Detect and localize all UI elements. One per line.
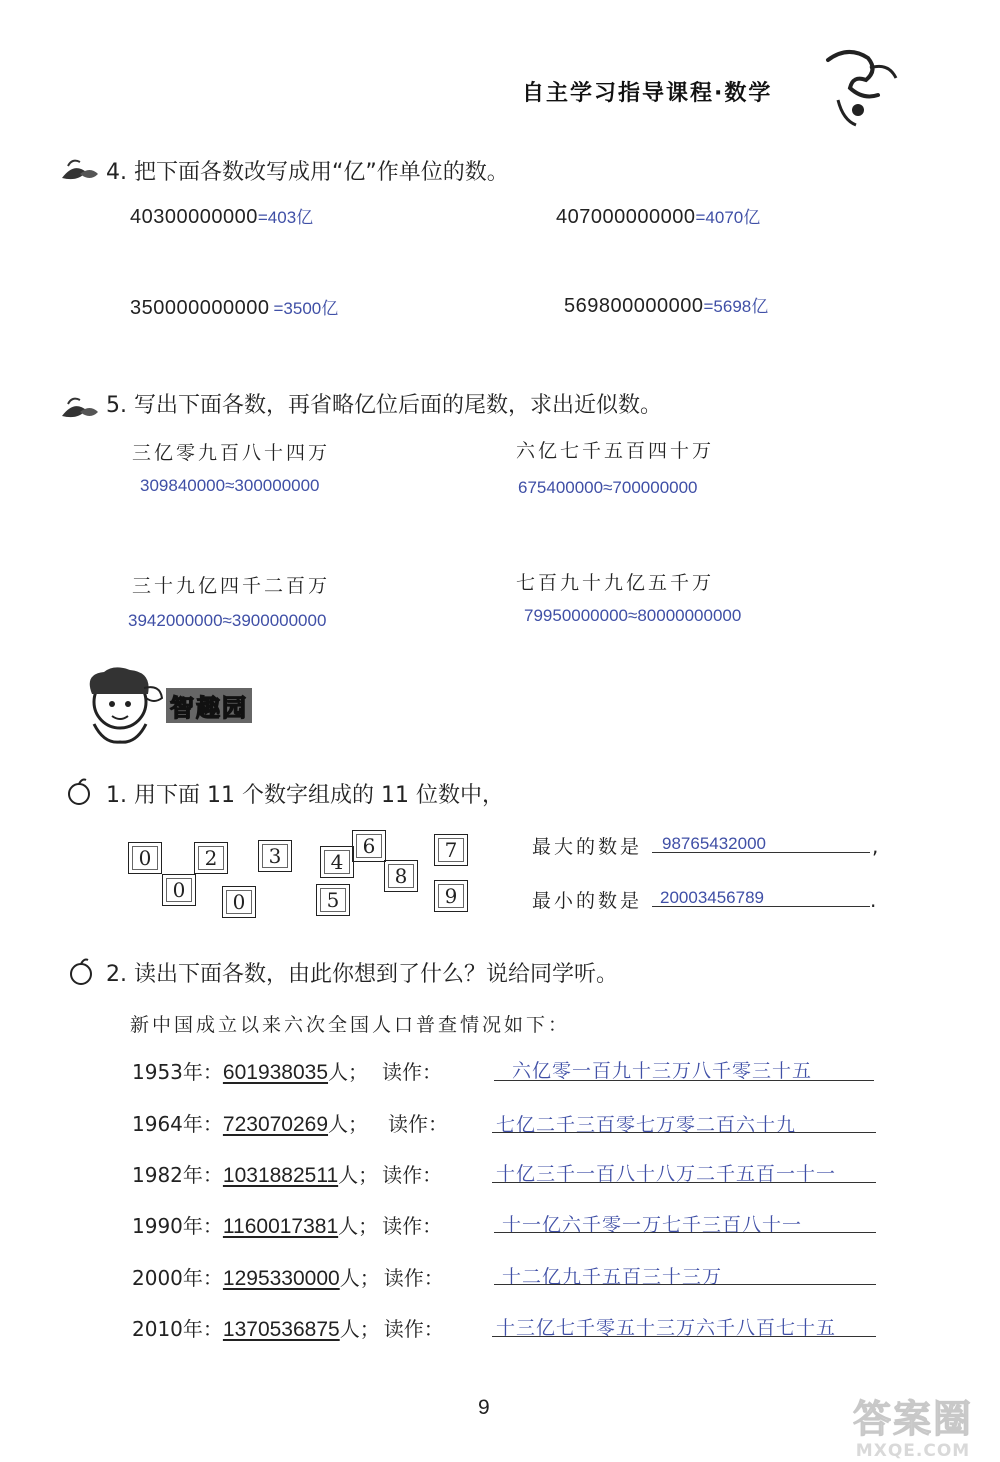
page-number: 9 bbox=[478, 1396, 490, 1419]
q4-item-4 bbox=[564, 292, 768, 318]
q4-item-2 bbox=[556, 203, 760, 229]
census-reading: 十亿三千一百八十八万二千五百一十一 bbox=[496, 1163, 837, 1185]
decorative-doodle-icon bbox=[808, 40, 908, 130]
census-year: 1982 bbox=[132, 1163, 183, 1187]
max-end-mark: , bbox=[872, 834, 879, 858]
census-year: 1964 bbox=[132, 1112, 183, 1136]
q4-number: 407000000000 bbox=[556, 206, 696, 228]
census-count: 1160017381 bbox=[222, 1215, 339, 1238]
census-count: 723070269 bbox=[222, 1113, 329, 1136]
census-year: 2000 bbox=[132, 1266, 183, 1290]
census-year: 2010 bbox=[132, 1317, 183, 1341]
digit-card: 7 bbox=[434, 834, 468, 866]
q4-answer: =403亿 bbox=[257, 208, 314, 227]
census-row: 2000年：1295330000人； 读作： bbox=[132, 1266, 444, 1290]
reading-line bbox=[492, 1182, 876, 1183]
apple-bullet-icon bbox=[66, 956, 96, 986]
min-end-mark: . bbox=[870, 888, 877, 912]
census-reading: 十二亿九千五百三十三万 bbox=[502, 1266, 723, 1288]
q4-number: 40300000000 bbox=[130, 206, 258, 228]
max-answer-line bbox=[652, 852, 870, 853]
p2-title: 2. 读出下面各数，由此你想到了什么？说给同学听。 bbox=[106, 962, 618, 987]
digit-card: 0 bbox=[222, 886, 256, 918]
section-title: 智趣园 bbox=[166, 688, 252, 723]
max-label: 最大的数是 bbox=[532, 836, 643, 858]
q4-answer: =5698亿 bbox=[703, 297, 769, 316]
census-reading: 六亿零一百九十三万八千零三十五 bbox=[512, 1060, 813, 1082]
q4-title: 4. 把下面各数改写成用“亿”作单位的数。 bbox=[106, 160, 509, 185]
q4-number: 569800000000 bbox=[564, 295, 704, 317]
census-reading: 十一亿六千零一万七千三百八十一 bbox=[502, 1214, 803, 1236]
reading-line bbox=[494, 1080, 874, 1081]
q4-item-1 bbox=[130, 203, 313, 229]
reading-line bbox=[492, 1336, 876, 1337]
q4-answer: =3500亿 bbox=[273, 299, 339, 318]
q5-words: 七百九十九亿五千万 bbox=[516, 572, 715, 594]
q5-answer: 675400000≈700000000 bbox=[518, 478, 698, 497]
census-count: 1295330000 bbox=[222, 1267, 340, 1290]
q4-number: 350000000000 bbox=[130, 297, 270, 319]
reading-line bbox=[492, 1132, 876, 1133]
digit-card: 9 bbox=[434, 880, 468, 912]
digit-card: 0 bbox=[128, 842, 162, 874]
cartoon-girl-icon bbox=[74, 664, 166, 748]
min-label: 最小的数是 bbox=[532, 890, 643, 912]
digit-card: 6 bbox=[352, 830, 386, 862]
min-answer-line bbox=[652, 906, 870, 907]
header-title: 自主学习指导课程·数学 bbox=[522, 81, 773, 106]
census-row: 1982年：1031882511人； 读作： bbox=[132, 1163, 443, 1187]
reading-line bbox=[494, 1232, 876, 1233]
digit-card: 8 bbox=[384, 860, 418, 892]
max-answer: 98765432000 bbox=[662, 834, 767, 853]
reading-line bbox=[494, 1284, 876, 1285]
p1-title: 1. 用下面 11 个数字组成的 11 位数中， bbox=[106, 783, 504, 808]
digit-card: 4 bbox=[320, 846, 354, 878]
census-row: 1964年：723070269人； 读作： bbox=[132, 1112, 449, 1136]
census-count: 1031882511 bbox=[222, 1164, 339, 1187]
q5-words: 三亿零九百八十四万 bbox=[132, 442, 331, 464]
q5-answer: 309840000≈300000000 bbox=[140, 476, 320, 495]
digit-card: 5 bbox=[316, 884, 350, 916]
census-reading: 十三亿七千零五十三万六千八百七十五 bbox=[496, 1317, 837, 1339]
census-row: 1953年：601938035人； 读作： bbox=[132, 1060, 443, 1084]
census-count: 1370536875 bbox=[222, 1318, 340, 1341]
leaf-bullet-icon bbox=[58, 390, 102, 424]
census-row: 1990年：1160017381人； 读作： bbox=[132, 1214, 443, 1238]
digit-card: 0 bbox=[162, 874, 196, 906]
q4-answer: =4070亿 bbox=[695, 208, 761, 227]
digit-card: 3 bbox=[258, 840, 292, 872]
q4-item-3 bbox=[130, 294, 338, 320]
leaf-bullet-icon bbox=[58, 152, 102, 186]
q5-title: 5. 写出下面各数，再省略亿位后面的尾数，求出近似数。 bbox=[106, 393, 662, 418]
census-count: 601938035 bbox=[222, 1061, 329, 1084]
digit-card: 2 bbox=[194, 842, 228, 874]
q5-answer: 3942000000≈3900000000 bbox=[128, 611, 327, 630]
p2-intro: 新中国成立以来六次全国人口普查情况如下： bbox=[130, 1014, 571, 1036]
q5-answer: 79950000000≈80000000000 bbox=[524, 606, 742, 625]
watermark-logo: 答案圈 MXQE.COM bbox=[852, 1397, 973, 1461]
census-year: 1953 bbox=[132, 1060, 183, 1084]
apple-bullet-icon bbox=[64, 776, 94, 806]
census-row: 2010年：1370536875人； 读作： bbox=[132, 1317, 444, 1341]
q5-words: 三十九亿四千二百万 bbox=[132, 575, 331, 597]
min-answer: 20003456789 bbox=[660, 888, 765, 907]
census-year: 1990 bbox=[132, 1214, 183, 1238]
census-reading: 七亿二千三百零七万零二百六十九 bbox=[496, 1114, 797, 1136]
q5-words: 六亿七千五百四十万 bbox=[516, 440, 715, 462]
